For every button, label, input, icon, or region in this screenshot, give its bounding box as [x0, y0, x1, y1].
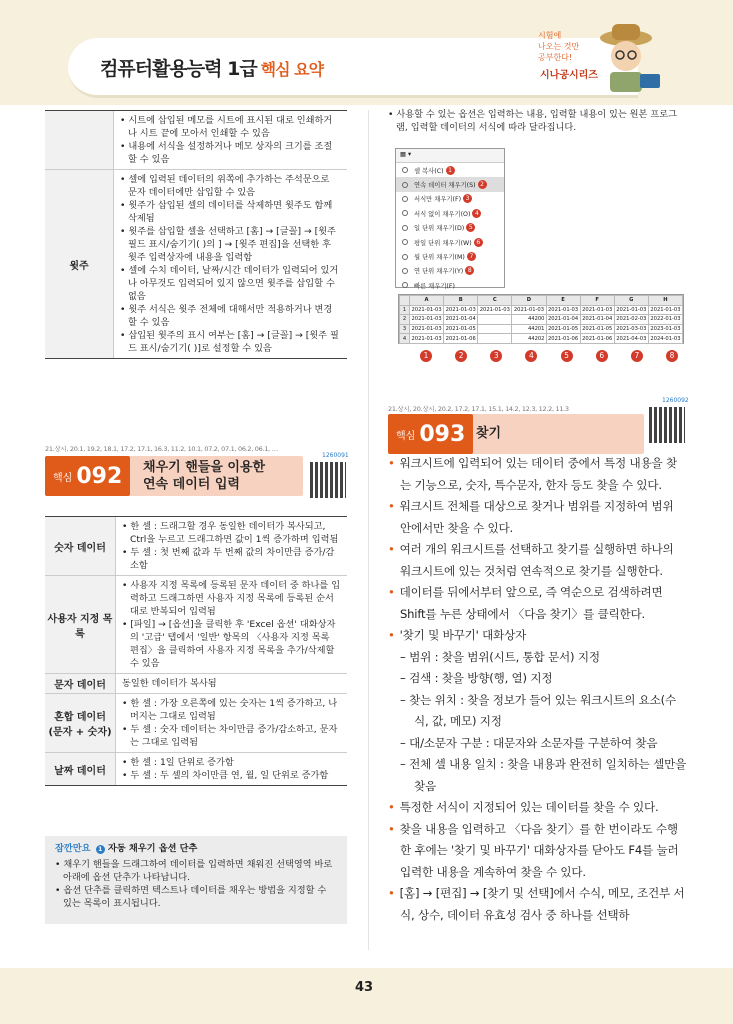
option-label: 연 단위 채우기(Y) — [414, 268, 464, 276]
sheet-cell — [478, 334, 512, 344]
column-header: E — [546, 296, 580, 306]
list-item: • 윗주를 삽입할 셀을 선택하고 [홈] → [글꼴] → [윗주 필드 표시/숨기기( )의 ] → [윗주 편집]을 선택한 후 윗주 입력상자에 내용을 입력함 — [120, 225, 341, 264]
column-header: B — [444, 296, 478, 306]
sheet-cell: 2021-01-03 — [547, 306, 579, 313]
option-label: 월 단위 채우기(M) — [414, 254, 465, 262]
dash-item: – 대/소문자 구분 : 대문자와 소문자를 구분하여 찾음 — [388, 733, 688, 755]
bullet-item: • 데이터를 뒤에서부터 앞으로, 즉 역순으로 검색하려면 Shift를 누른 상태에서 〈다음 찾기〉를 클릭한다. — [388, 582, 688, 625]
title-line: 채우기 핸들을 이용한 — [143, 460, 266, 475]
sheet-cell: 2021-01-05 — [445, 326, 476, 333]
options-intro — [388, 108, 688, 134]
option-number: 1 — [446, 166, 455, 175]
sheet-header-row — [400, 296, 683, 306]
list-item: • 한 셀 : 가장 오른쪽에 있는 숫자는 1씩 증가하고, 나머지는 그대로 입력됨 — [122, 697, 341, 723]
sheet-cell: 2022-01-03 — [650, 316, 681, 323]
menu-option[interactable] — [396, 177, 504, 191]
sheet-cell: 44202 — [512, 334, 546, 344]
mascot-icon — [586, 16, 666, 96]
bullet-item: • 워크시트에 입력되어 있는 데이터 중에서 특정 내용을 찾는 기능으로, 숫자, 특수문자, 한자 등도 찾을 수 있다. — [388, 453, 688, 496]
radio-icon[interactable] — [402, 182, 408, 188]
list-item: • 두 셀 : 숫자 데이터는 차이만큼 증가/감소하고, 문자는 그대로 입력됨 — [122, 723, 341, 749]
sheet-cell: 2021-02-03 — [616, 316, 647, 323]
column-header: C — [478, 296, 512, 306]
dash-item: – 검색 : 찾을 방향(행, 열) 지정 — [388, 668, 688, 690]
column-marker: 5 — [561, 350, 573, 362]
menu-option[interactable] — [396, 206, 504, 220]
column-header: A — [410, 296, 444, 306]
row-body — [115, 576, 347, 673]
table-row — [45, 694, 347, 753]
option-label: 서식만 채우기(F) — [414, 196, 462, 204]
find-feature-list — [388, 453, 688, 926]
option-number: 3 — [463, 194, 472, 203]
list-item: • 사용자 지정 목록에 등록된 문자 데이터 중 하나를 입력하고 드래그하면 사용자 지정 목록에 등록된 순서대로 반복되어 입력됨 — [122, 579, 341, 618]
core-number: 093 — [419, 421, 466, 447]
footer-background — [0, 968, 733, 1024]
menu-option[interactable] — [396, 235, 504, 249]
list-item: • 사용할 수 있는 옵션은 입력하는 내용, 입력할 내용이 있는 원본 프로그램, 입력할 데이터의 서식에 따라 달라집니다. — [388, 108, 688, 134]
tip-list — [55, 858, 337, 910]
bullet-item: • '찾기 및 바꾸기' 대화상자 — [388, 625, 688, 647]
radio-icon[interactable] — [402, 196, 408, 202]
series-tagline — [538, 30, 579, 63]
row-header: 날짜 데이터 — [45, 753, 115, 785]
bullet-item: • 워크시트 전체를 대상으로 찾거나 범위를 지정하여 범위 안에서만 찾을 수 있다. — [388, 496, 688, 539]
sheet-cell: 2021-01-03 — [650, 306, 681, 313]
sheet-cell: 2021-01-03 — [479, 306, 510, 313]
menu-option[interactable] — [396, 163, 504, 177]
option-label: 평일 단위 채우기(W) — [414, 239, 472, 247]
list-item: • 두 셀 : 두 셀의 차이만큼 연, 월, 일 단위로 증가함 — [122, 769, 341, 782]
core-badge — [388, 414, 473, 454]
list-item: • 삽입된 윗주의 표시 여부는 [홈] → [글꼴] → [윗주 필드 표시/숨기기( )]로 설정할 수 있음 — [120, 329, 341, 355]
qr-code-icon[interactable] — [310, 462, 346, 498]
column-marker: 3 — [490, 350, 502, 362]
sheet-cell: 2021-01-03 — [445, 306, 476, 313]
core-label: 핵심 — [53, 472, 73, 484]
sheet-cell: 2021-01-06 — [547, 335, 579, 342]
column-marker: 1 — [420, 350, 432, 362]
sheet-cell: 2021-01-06 — [445, 335, 476, 342]
column-marker: 4 — [525, 350, 537, 362]
dash-item: – 범위 : 찾을 범위(시트, 통합 문서) 지정 — [388, 647, 688, 669]
option-number: 2 — [478, 180, 487, 189]
column-marker: 2 — [455, 350, 467, 362]
exam-history: 21.상시, 20.1, 19.2, 18.1, 17.2, 17.1, 16.3, 11.2, 10.1, 07.2, 07.1, 06.2, 06.1, … — [45, 445, 278, 453]
sheet-cell: 2021-01-03 — [616, 306, 647, 313]
dash-item: – 찾는 위치 : 찾을 정보가 들어 있는 워크시트의 요소(수식, 값, 메모) 지정 — [388, 690, 688, 733]
column-divider — [368, 110, 369, 950]
column-marker: 6 — [596, 350, 608, 362]
sheet-cell: 2021-01-05 — [547, 326, 579, 333]
list-item: • 셀에 입력된 데이터의 위쪽에 추가하는 주석문으로 문자 데이터에만 삽입할 수 있음 — [120, 173, 341, 199]
list-item: • [파일] → [옵션]을 클릭한 후 'Excel 옵션' 대화상자의 '고급' 탭에서 '일반' 항목의 〈사용자 지정 목록 편집〉을 클릭하여 사용자 지정 목록을 추가/삭제할 수 있음 — [122, 618, 341, 670]
row-header: 혼합 데이터 (문자 + 숫자) — [45, 694, 115, 752]
tip-box — [45, 836, 347, 924]
page-number: 43 — [355, 980, 374, 995]
column-marker: 7 — [631, 350, 643, 362]
tagline-line: 시험에 — [538, 31, 562, 40]
option-number: 7 — [467, 252, 476, 261]
list-item: • 한 셀 : 드래그할 경우 동일한 데이터가 복사되고, Ctrl을 누르고 드래그하면 값이 1씩 증가하며 입력됨 — [122, 520, 341, 546]
qr-code-number: 1260091 — [322, 452, 349, 459]
row-body — [113, 170, 347, 358]
bullet-item: • 여러 개의 워크시트를 선택하고 찾기를 실행하면 하나의 워크시트에 있는 것처럼 연속적으로 찾기를 실행한다. — [388, 539, 688, 582]
list-item: • 채우기 핸들을 드래그하여 데이터를 입력하면 채워진 선택영역 바로 아래에 옵션 단추가 나타납니다. — [55, 858, 337, 884]
fill-data-table — [45, 516, 347, 786]
dash-item: – 전체 셀 내용 일치 : 찾을 내용과 완전히 일치하는 셀만을 찾음 — [388, 754, 688, 797]
column-header: H — [648, 296, 682, 306]
table-row — [45, 576, 347, 674]
core-title: 찾기 — [476, 426, 502, 441]
sheet-row — [400, 315, 683, 325]
sheet-row — [400, 334, 683, 344]
qr-code-icon[interactable] — [649, 407, 685, 443]
list-item: • 한 셀 : 1일 단위로 증가함 — [122, 756, 341, 769]
radio-icon[interactable] — [402, 282, 408, 288]
table-row — [45, 517, 347, 576]
tip-number-icon: 1 — [96, 845, 105, 854]
qr-code-number: 1260092 — [662, 397, 689, 404]
row-body — [115, 753, 347, 785]
sheet-cell: 2021-01-04 — [547, 316, 579, 323]
row-body: 동일한 데이터가 복사됨 — [115, 674, 347, 693]
column-markers — [418, 350, 678, 362]
option-label: 셀 복사(C) — [414, 167, 444, 175]
row-header: 사용자 지정 목록 — [45, 576, 115, 673]
series-name: 시나공시리즈 — [540, 70, 598, 81]
table-row — [45, 753, 347, 785]
sheet-cell: 2 — [400, 315, 410, 325]
page-title — [100, 54, 323, 81]
row-body — [115, 517, 347, 575]
tip-title — [55, 842, 337, 855]
autofill-options-menu — [395, 148, 505, 288]
option-label: 서식 없이 채우기(O) — [414, 210, 471, 218]
list-item: • 두 셀 : 첫 번째 값과 두 번째 값의 차이만큼 증가/감소함 — [122, 546, 341, 572]
option-label: 연속 데이터 채우기(S) — [414, 182, 476, 190]
core-number: 092 — [76, 463, 123, 489]
sheet-cell — [478, 315, 512, 325]
list-item: • 내용에 서식을 설정하거나 메모 상자의 크기를 조절할 수 있음 — [120, 140, 341, 166]
radio-icon[interactable] — [402, 268, 408, 274]
option-number: 5 — [466, 223, 475, 232]
sheet-cell: 2021-01-03 — [411, 335, 442, 342]
radio-icon[interactable] — [402, 167, 408, 173]
sheet-cell: 4 — [400, 334, 410, 344]
sheet-cell: 2021-01-03 — [411, 316, 442, 323]
radio-icon[interactable] — [402, 225, 408, 231]
core-heading-093 — [388, 414, 644, 454]
sheet-row — [400, 305, 683, 315]
column-header: F — [580, 296, 614, 306]
option-label: 일 단위 채우기(D) — [414, 225, 465, 233]
tagline-line: 나오는 것만 — [538, 42, 580, 51]
menu-option[interactable] — [396, 221, 504, 235]
sheet-cell: 3 — [400, 324, 410, 334]
option-label: 빠른 채우기(F) — [414, 282, 455, 290]
sheet-cell: 2024-01-03 — [650, 335, 681, 342]
sheet-cell: 2023-01-03 — [650, 326, 681, 333]
column-marker: 8 — [666, 350, 678, 362]
menu-option[interactable] — [396, 264, 504, 278]
core-heading-092 — [45, 456, 303, 496]
sheet-cell: 2021-01-04 — [445, 316, 476, 323]
option-number: 4 — [472, 209, 481, 218]
row-header: 문자 데이터 — [45, 674, 115, 693]
menu-option[interactable] — [396, 278, 504, 292]
table-row — [45, 170, 347, 358]
sheet-cell: 1 — [400, 305, 410, 315]
column-header: G — [614, 296, 648, 306]
title-line: 연속 데이터 입력 — [143, 477, 240, 492]
row-header: 숫자 데이터 — [45, 517, 115, 575]
sheet-cell: 2021-01-03 — [582, 306, 613, 313]
worksheet-example — [398, 294, 684, 344]
list-item: • 시트에 삽입된 메모를 시트에 표시된 대로 인쇄하거나 시트 끝에 모아서 인쇄할 수 있음 — [120, 114, 341, 140]
core-badge — [45, 456, 130, 496]
list-item: • 셀에 수치 데이터, 날짜/시간 데이터가 입력되어 있거나 아무것도 입력되어 있지 않으면 윗주를 삽입할 수 없음 — [120, 264, 341, 303]
exam-history: 21.상시, 20.상시, 20.2, 17.2, 17.1, 15.1, 14.2, 12.3, 12.2, 11.3 — [388, 405, 569, 413]
book-subtitle: 핵심 요약 — [260, 60, 324, 79]
sheet-cell: 2021-01-04 — [582, 316, 613, 323]
radio-icon[interactable] — [402, 239, 408, 245]
sheet-cell: 2021-03-03 — [616, 326, 647, 333]
radio-icon[interactable] — [402, 210, 408, 216]
sheet-cell: 2021-01-06 — [582, 335, 613, 342]
sheet-cell: 44200 — [512, 315, 546, 325]
book-title: 컴퓨터활용능력 1급 — [100, 58, 257, 80]
row-body — [115, 694, 347, 752]
column-header — [400, 296, 410, 306]
tagline-line: 공부한다! — [538, 53, 573, 62]
column-header: D — [512, 296, 546, 306]
bullet-item: • [홈] → [편집] → [찾기 및 선택]에서 수식, 메모, 조건부 서식, 상수, 데이터 유효성 검사 중 하나를 선택하 — [388, 883, 688, 926]
menu-button-icon[interactable]: ▦ ▾ — [396, 149, 504, 163]
sheet-row — [400, 324, 683, 334]
bullet-item: • 찾을 내용을 입력하고 〈다음 찾기〉를 한 번이라도 수행한 후에는 '찾기 및 바꾸기' 대화상자를 닫아도 F4를 눌러 입력한 내용을 계속하여 찾을 수 있다. — [388, 819, 688, 884]
sheet-cell: 2021-01-03 — [513, 306, 545, 313]
row-header — [45, 111, 113, 169]
core-label: 핵심 — [396, 430, 416, 442]
sheet-cell: 2021-01-03 — [411, 306, 442, 313]
menu-option[interactable] — [396, 249, 504, 263]
row-body — [113, 111, 347, 169]
tip-label: 잠깐만요 — [55, 843, 91, 854]
sheet-cell: 2021-04-03 — [616, 335, 647, 342]
bullet-item: • 특정한 서식이 지정되어 있는 데이터를 찾을 수 있다. — [388, 797, 688, 819]
sheet-cell — [478, 324, 512, 334]
table-row — [45, 674, 347, 694]
sheet-cell: 44201 — [512, 324, 546, 334]
row-header: 윗주 — [45, 170, 113, 358]
list-item: • 윗주가 삽입된 셀의 데이터를 삭제하면 윗주도 함께 삭제됨 — [120, 199, 341, 225]
table-row — [45, 111, 347, 170]
radio-icon[interactable] — [402, 254, 408, 260]
list-item: • 옵션 단추를 클릭하면 텍스트나 데이터를 채우는 방법을 지정할 수 있는 목록이 표시됩니다. — [55, 884, 337, 910]
sheet-cell: 2021-01-03 — [411, 326, 442, 333]
memo-table — [45, 110, 347, 359]
core-title — [143, 459, 265, 493]
option-number: 6 — [474, 238, 483, 247]
menu-option[interactable] — [396, 192, 504, 206]
option-number: 8 — [465, 266, 474, 275]
tip-heading: 자동 채우기 옵션 단추 — [107, 843, 198, 854]
sheet-cell: 2021-01-05 — [582, 326, 613, 333]
list-item: • 윗주 서식은 윗주 전체에 대해서만 적용하거나 변경할 수 있음 — [120, 303, 341, 329]
